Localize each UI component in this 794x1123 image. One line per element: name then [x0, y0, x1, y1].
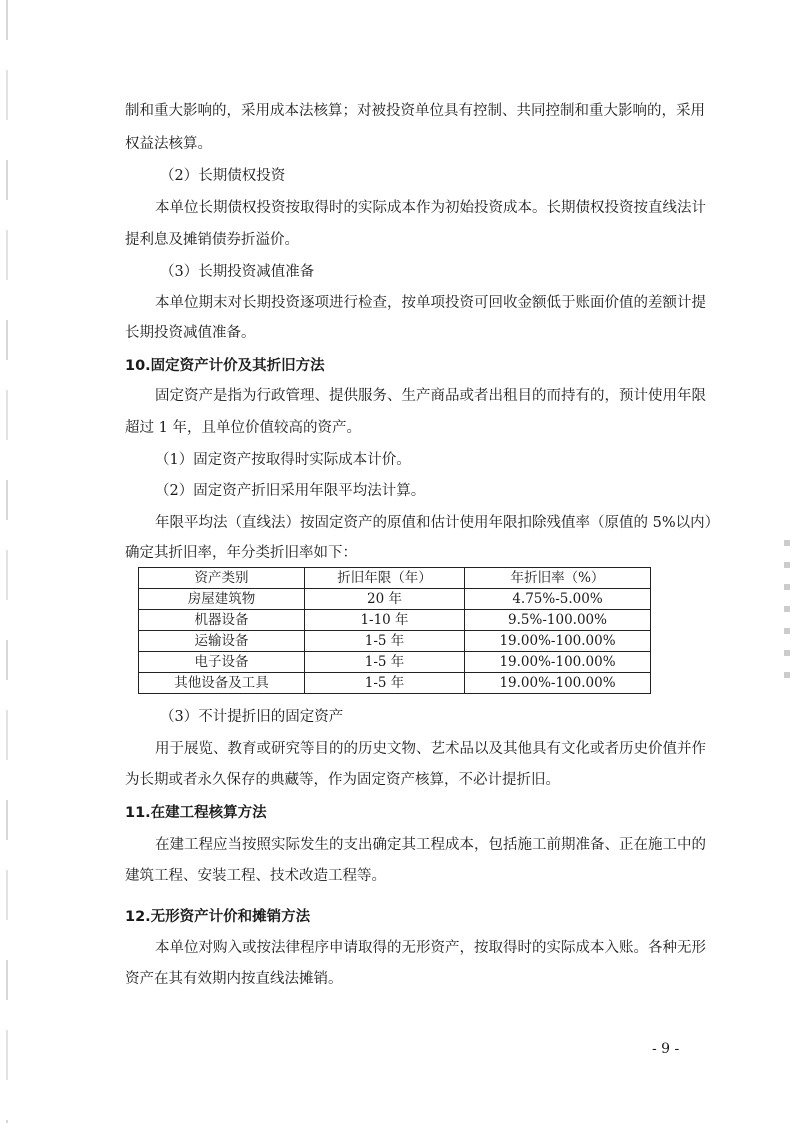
table-row	[139, 631, 651, 652]
body-text-line: 建筑工程、安装工程、技术改造工程等。	[125, 868, 386, 884]
table-row	[139, 673, 651, 694]
body-text-line: 本单位期末对长期投资逐项进行检查，按单项投资可回收金额低于账面价值的差额计提	[155, 295, 706, 311]
body-text-line: 资产在其有效期内按直线法摊销。	[125, 971, 343, 987]
body-text-line: 超过 1 年，且单位价值较高的资产。	[125, 420, 361, 436]
table-cell: 19.00%-100.00%	[465, 652, 651, 673]
body-text-line: 制和重大影响的，采用成本法核算；对被投资单位具有控制、共同控制和重大影响的，采用	[125, 103, 705, 119]
depreciation-table	[138, 567, 651, 694]
body-text-line: 长期投资减值准备。	[125, 325, 256, 341]
table-row	[139, 610, 651, 631]
section-heading: 11.在建工程核算方法	[125, 805, 267, 821]
subsection-heading: （2）长期债权投资	[160, 168, 286, 184]
section-heading: 10.固定资产计价及其折旧方法	[125, 358, 325, 374]
table-cell: 19.00%-100.00%	[465, 631, 651, 652]
section-heading: 12.无形资产计价和摊销方法	[125, 909, 311, 925]
body-text-line: 本单位对购入或按法律程序申请取得的无形资产，按取得时的实际成本入账。各种无形	[155, 940, 706, 956]
page-number: - 9 -	[652, 1041, 680, 1057]
table-header-row	[139, 568, 651, 589]
table-row	[139, 652, 651, 673]
table-header-cell: 年折旧率（%）	[465, 568, 651, 589]
table-header-cell: 折旧年限（年）	[305, 568, 465, 589]
body-text-line: 本单位长期债权投资按取得时的实际成本作为初始投资成本。长期债权投资按直线法计	[155, 200, 706, 216]
table-cell: 9.5%-100.00%	[465, 610, 651, 631]
body-text-line: 年限平均法（直线法）按固定资产的原值和估计使用年限扣除残值率（原值的 5%以内）	[155, 515, 720, 531]
scan-edge-right	[784, 540, 790, 680]
table-cell: 其他设备及工具	[139, 673, 305, 694]
table-cell: 20 年	[305, 589, 465, 610]
body-text-line: 用于展览、教育或研究等目的的历史文物、艺术品以及其他具有文化或者历史价值并作	[155, 741, 706, 757]
table-row	[139, 589, 651, 610]
table-cell: 1-5 年	[305, 631, 465, 652]
body-text-line: 在建工程应当按照实际发生的支出确定其工程成本，包括施工前期准备、正在施工中的	[155, 837, 706, 853]
table-cell: 电子设备	[139, 652, 305, 673]
scan-edge-left	[6, 0, 8, 1123]
body-text-line: 确定其折旧率，年分类折旧率如下：	[125, 545, 357, 561]
table-cell: 19.00%-100.00%	[465, 673, 651, 694]
table-cell: 1-5 年	[305, 673, 465, 694]
subsection-heading: （3）不计提折旧的固定资产	[160, 709, 344, 725]
body-text-line: 提利息及摊销债券折溢价。	[125, 232, 299, 248]
table-cell: 4.75%-5.00%	[465, 589, 651, 610]
table-cell: 机器设备	[139, 610, 305, 631]
subsection-heading: （3）长期投资减值准备	[160, 264, 315, 280]
body-text-line: （1）固定资产按取得时实际成本计价。	[155, 452, 411, 468]
body-text-line: （2）固定资产折旧采用年限平均法计算。	[155, 483, 426, 499]
body-text-line: 权益法核算。	[125, 136, 212, 152]
body-text-line: 固定资产是指为行政管理、提供服务、生产商品或者出租目的而持有的，预计使用年限	[155, 388, 706, 404]
table-cell: 房屋建筑物	[139, 589, 305, 610]
table-cell: 1-5 年	[305, 652, 465, 673]
table-cell: 运输设备	[139, 631, 305, 652]
body-text-line: 为长期或者永久保存的典藏等，作为固定资产核算，不必计提折旧。	[125, 772, 560, 788]
table-header-cell: 资产类别	[139, 568, 305, 589]
table-cell: 1-10 年	[305, 610, 465, 631]
